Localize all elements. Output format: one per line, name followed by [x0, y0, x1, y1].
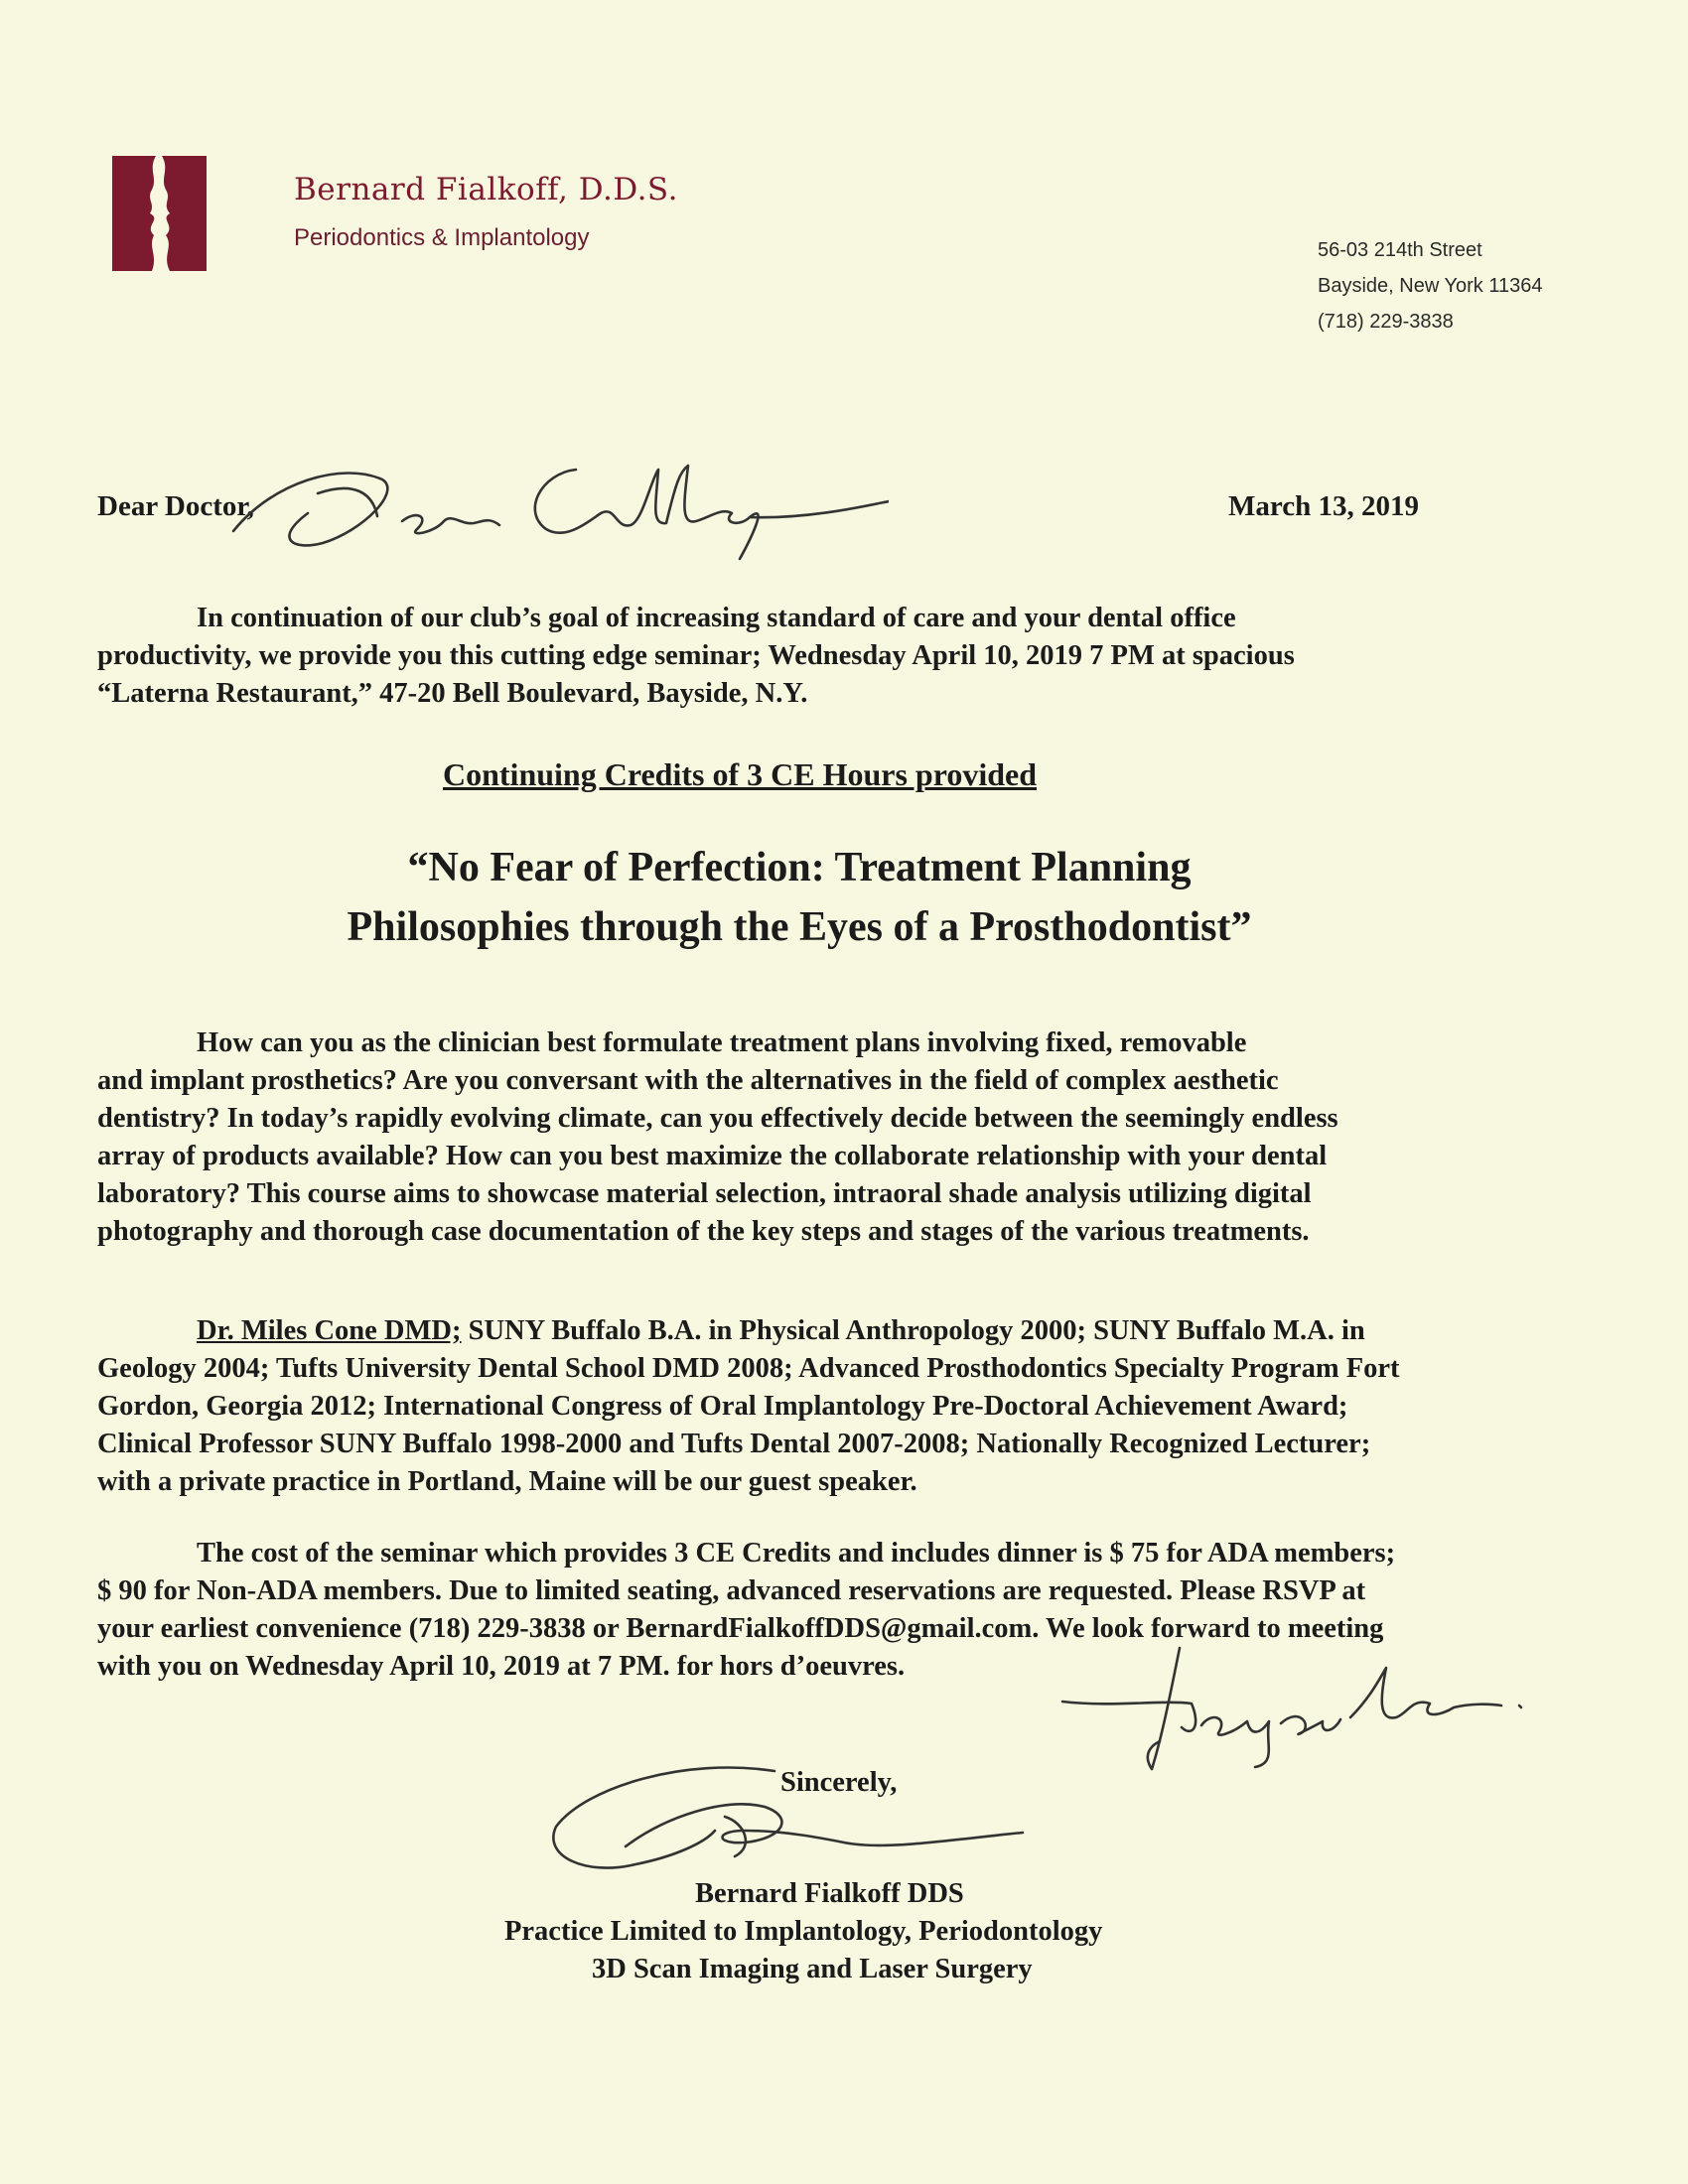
signer-title: 3D Scan Imaging and Laser Surgery: [592, 1954, 1033, 1984]
letter-date: March 13, 2019: [1228, 490, 1419, 522]
cost-line: $ 90 for Non-ADA members. Due to limited seating, advanced reservations are requested. Please RSVP at: [97, 1575, 1366, 1606]
address-street: 56-03 214th Street: [1318, 239, 1482, 261]
intro-line: productivity, we provide you this cutting edge seminar; Wednesday April 10, 2019 7 PM at spacious: [97, 640, 1295, 671]
cost-line: with you on Wednesday April 10, 2019 at 7 PM. for hors d’oeuvres.: [97, 1651, 906, 1682]
description-line: array of products available? How can you best maximize the collaborate relationship with your dental: [97, 1141, 1328, 1171]
speaker-name: Dr. Miles Cone DMD;: [197, 1315, 462, 1346]
speaker-line: Geology 2004; Tufts University Dental School DMD 2008; Advanced Prosthodontics Specialty Program Fort: [97, 1353, 1400, 1384]
description-line: and implant prosthetics? Are you conversant with the alternatives in the field of complex aesthetic: [97, 1065, 1279, 1096]
signer-name: Bernard Fialkoff DDS: [695, 1878, 964, 1909]
intro-line: In continuation of our club’s goal of increasing standard of care and your dental office: [197, 603, 1236, 633]
seminar-title-line: “No Fear of Perfection: Treatment Planning: [407, 845, 1192, 890]
description-line: How can you as the clinician best formulate treatment plans involving fixed, removable: [197, 1027, 1247, 1058]
description-line: laboratory? This course aims to showcase material selection, intraoral shade analysis utilizing digital: [97, 1178, 1312, 1209]
description-paragraph: [97, 1024, 1607, 1251]
speaker-line: with a private practice in Portland, Maine will be our guest speaker.: [97, 1466, 917, 1497]
speaker-line: Clinical Professor SUNY Buffalo 1998-2000 and Tufts Dental 2007-2008; Nationally Recognized Lecturer;: [97, 1429, 1371, 1459]
description-line: dentistry? In today’s rapidly evolving climate, can you effectively decide between the seemingly endless: [97, 1103, 1338, 1134]
practice-name: Bernard Fialkoff, D.D.S.: [294, 172, 678, 207]
address-phone: (718) 229-3838: [1318, 311, 1454, 333]
description-line: photography and thorough case documentation of the key steps and stages of the various treatments.: [97, 1216, 1310, 1247]
practice-specialty: Periodontics & Implantology: [294, 224, 590, 251]
intro-paragraph: [97, 600, 1607, 713]
signer-title: Practice Limited to Implantology, Periodontology: [504, 1916, 1103, 1947]
handwritten-greeting: [213, 422, 889, 566]
seminar-title: [0, 838, 1599, 957]
practice-logo: [112, 156, 207, 271]
cost-line: The cost of the seminar which provides 3 CE Credits and includes dinner is $ 75 for ADA members;: [197, 1538, 1396, 1569]
credits-heading: Continuing Credits of 3 CE Hours provided: [442, 756, 1038, 792]
salutation: Dear Doctor,: [97, 490, 254, 522]
cost-line: your earliest convenience (718) 229-3838 or BernardFialkoffDDS@gmail.com. We look forward to meeting: [97, 1613, 1384, 1644]
handwritten-note: [1053, 1638, 1529, 1777]
speaker-line: Gordon, Georgia 2012; International Congress of Oral Implantology Pre-Doctoral Achievement Award;: [97, 1391, 1348, 1422]
closing: Sincerely,: [780, 1767, 898, 1798]
practice-address: [1318, 232, 1542, 340]
intro-line: “Laterna Restaurant,” 47-20 Bell Boulevard, Bayside, N.Y.: [97, 678, 808, 709]
speaker-line: [97, 1312, 1607, 1350]
speaker-paragraph: [97, 1312, 1607, 1501]
speaker-credentials: SUNY Buffalo B.A. in Physical Anthropology 2000; SUNY Buffalo M.A. in: [461, 1315, 1365, 1346]
seminar-title-line: Philosophies through the Eyes of a Prosthodontist”: [347, 904, 1252, 950]
address-city: Bayside, New York 11364: [1318, 275, 1543, 297]
